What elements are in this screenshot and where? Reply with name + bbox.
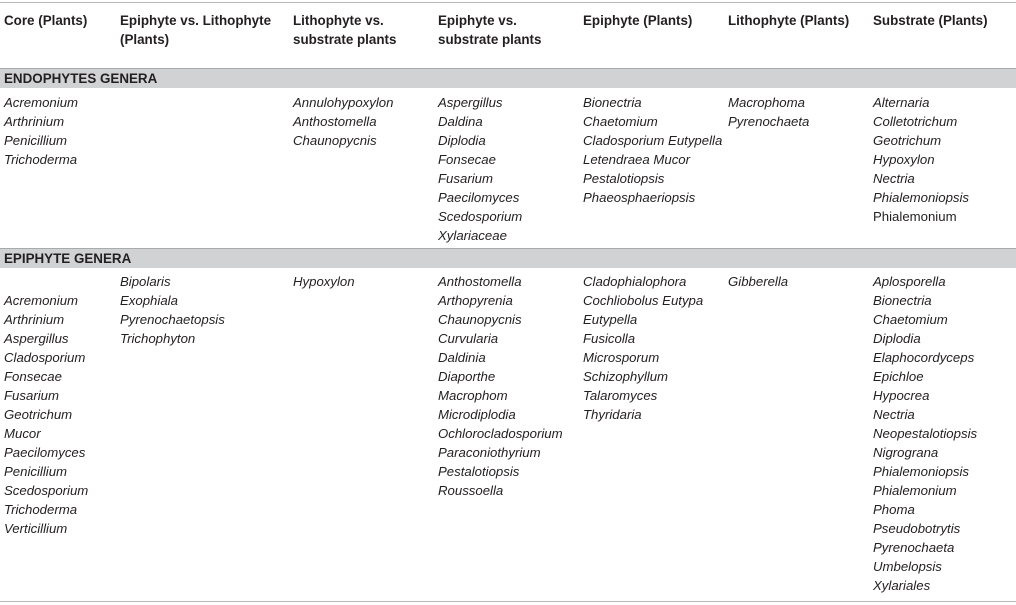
genus-name: Pseudobotrytis: [873, 521, 961, 536]
genus-name: Acremonium: [4, 293, 79, 308]
header-epiphyte-vs-lithophyte: Epiphyte vs. Lithophyte (Plants): [120, 13, 272, 47]
section-0-column-5: [728, 93, 809, 131]
section-title-epiphytes: EPIPHYTE GENERA: [4, 251, 132, 266]
genus-name: Scedosporium: [4, 483, 89, 498]
genus-name: Arthrinium: [4, 312, 65, 327]
genus-name: Cladosporium Eutypella: [583, 133, 723, 148]
genus-name: Macrophoma: [728, 95, 805, 110]
genus-name: Chaetomium: [583, 114, 658, 129]
genus-name: Daldinia: [438, 350, 486, 365]
genus-name: Bionectria: [583, 95, 642, 110]
genus-name: Aplosporella: [873, 274, 946, 289]
genus-name: Eutypella: [583, 312, 638, 327]
genus-name: Phialemoniopsis: [873, 464, 970, 479]
genus-name: Chaunopycnis: [293, 133, 377, 148]
header-core: Core (Plants): [4, 13, 88, 28]
header-lithophyte-vs-substrate: Lithophyte vs. substrate plants: [293, 13, 397, 47]
section-1-column-4: [583, 272, 703, 424]
genus-name: Diplodia: [873, 331, 921, 346]
genus-name: Pyrenochaeta: [873, 540, 955, 555]
genus-name: Trichophyton: [120, 331, 196, 346]
section-band-epiphytes: [0, 248, 1016, 268]
genus-name: Fonsecae: [438, 152, 496, 167]
genus-name: Xylariales: [873, 578, 931, 593]
genus-name: [4, 272, 88, 291]
genus-name: Phialemonium: [873, 483, 957, 498]
genus-name: Trichoderma: [4, 502, 78, 517]
genus-name: Geotrichum: [4, 407, 73, 422]
genus-name: Geotrichum: [873, 133, 942, 148]
genus-name: Penicillium: [4, 133, 68, 148]
genus-name: Letendraea Mucor: [583, 152, 691, 167]
genus-name: Annulohypoxylon: [293, 95, 394, 110]
genus-name: Xylariaceae: [438, 228, 507, 243]
genus-name: Schizophyllum: [583, 369, 669, 384]
genus-name: Acremonium: [4, 95, 79, 110]
genus-name: Gibberella: [728, 274, 789, 289]
genus-name: Umbelopsis: [873, 559, 942, 574]
genus-name: Pyrenochaeta: [728, 114, 810, 129]
genus-name: Paraconiothyrium: [438, 445, 541, 460]
genus-name: Penicillium: [4, 464, 68, 479]
genus-name: Fusicolla: [583, 331, 636, 346]
section-1-column-0: [4, 272, 88, 538]
genus-name: Fusarium: [438, 171, 493, 186]
genus-name: Pyrenochaetopsis: [120, 312, 225, 327]
genus-name: Thyridaria: [583, 407, 642, 422]
genus-name: Elaphocordyceps: [873, 350, 975, 365]
section-1-column-3: [438, 272, 563, 500]
genus-name: Scedosporium: [438, 209, 523, 224]
bottom-rule: [0, 601, 1016, 602]
genus-name: Exophiala: [120, 293, 178, 308]
section-1-column-2: [293, 272, 355, 291]
header-epiphyte-vs-substrate: Epiphyte vs. substrate plants: [438, 13, 542, 47]
genus-name: Hypoxylon: [873, 152, 935, 167]
genus-name: Bionectria: [873, 293, 932, 308]
genus-name: Microsporum: [583, 350, 660, 365]
genus-name: Neopestalotiopsis: [873, 426, 978, 441]
section-1-column-1: [120, 272, 225, 348]
genus-name: Nigrograna: [873, 445, 939, 460]
section-title-endophytes: ENDOPHYTES GENERA: [4, 71, 158, 86]
genus-name: Curvularia: [438, 331, 499, 346]
genus-name: Verticillium: [4, 521, 68, 536]
genus-name: Cladophialophora: [583, 274, 687, 289]
section-0-column-4: [583, 93, 722, 207]
section-0-column-6: [873, 93, 969, 226]
genus-name: Roussoella: [438, 483, 504, 498]
section-0-column-3: [438, 93, 522, 245]
genus-name: Nectria: [873, 407, 915, 422]
genus-name: Fonsecae: [4, 369, 62, 384]
genus-name: Diaporthe: [438, 369, 496, 384]
genus-name: Arthrinium: [4, 114, 65, 129]
genus-name: Trichoderma: [4, 152, 78, 167]
header-lithophyte: Lithophyte (Plants): [728, 13, 850, 28]
genus-name: Pestalotiopsis: [583, 171, 665, 186]
genus-name: Bipolaris: [120, 274, 171, 289]
top-rule: [0, 2, 1016, 3]
genus-name: Chaetomium: [873, 312, 948, 327]
section-band-endophytes: [0, 68, 1016, 88]
header-epiphyte: Epiphyte (Plants): [583, 13, 693, 28]
genus-name: Hypoxylon: [293, 274, 355, 289]
genus-name: Diplodia: [438, 133, 486, 148]
genus-name: Phialemoniopsis: [873, 190, 970, 205]
genus-name: Chaunopycnis: [438, 312, 522, 327]
header-substrate: Substrate (Plants): [873, 13, 988, 28]
genus-name: Anthostomella: [438, 274, 522, 289]
section-1-column-5: [728, 272, 788, 291]
genus-name: Daldina: [438, 114, 483, 129]
genus-name: Talaromyces: [583, 388, 658, 403]
genus-name: Epichloe: [873, 369, 924, 384]
section-1-column-6: [873, 272, 977, 595]
genus-name: Phialemonium: [873, 209, 957, 224]
genus-name: Macrophom: [438, 388, 508, 403]
genus-name: Fusarium: [4, 388, 59, 403]
genus-name: Mucor: [4, 426, 41, 441]
genus-name: Arthopyrenia: [438, 293, 513, 308]
section-0-column-2: [293, 93, 393, 150]
genus-name: Colletotrichum: [873, 114, 958, 129]
genus-name: Cochliobolus Eutypa: [583, 293, 704, 308]
genus-name: Aspergillus: [4, 331, 69, 346]
genus-name: Paecilomyces: [4, 445, 86, 460]
genus-name: Pestalotiopsis: [438, 464, 520, 479]
genus-name: Phaeosphaeriopsis: [583, 190, 696, 205]
genus-name: Paecilomyces: [438, 190, 520, 205]
genus-name: Cladosporium: [4, 350, 86, 365]
genus-name: Hypocrea: [873, 388, 930, 403]
genus-name: Nectria: [873, 171, 915, 186]
genus-name: Alternaria: [873, 95, 930, 110]
section-0-column-0: [4, 93, 78, 169]
genus-name: Anthostomella: [293, 114, 377, 129]
genus-name: Phoma: [873, 502, 915, 517]
genus-name: Microdiplodia: [438, 407, 516, 422]
genus-name: Ochlorocladosporium: [438, 426, 563, 441]
genus-name: Aspergillus: [438, 95, 503, 110]
